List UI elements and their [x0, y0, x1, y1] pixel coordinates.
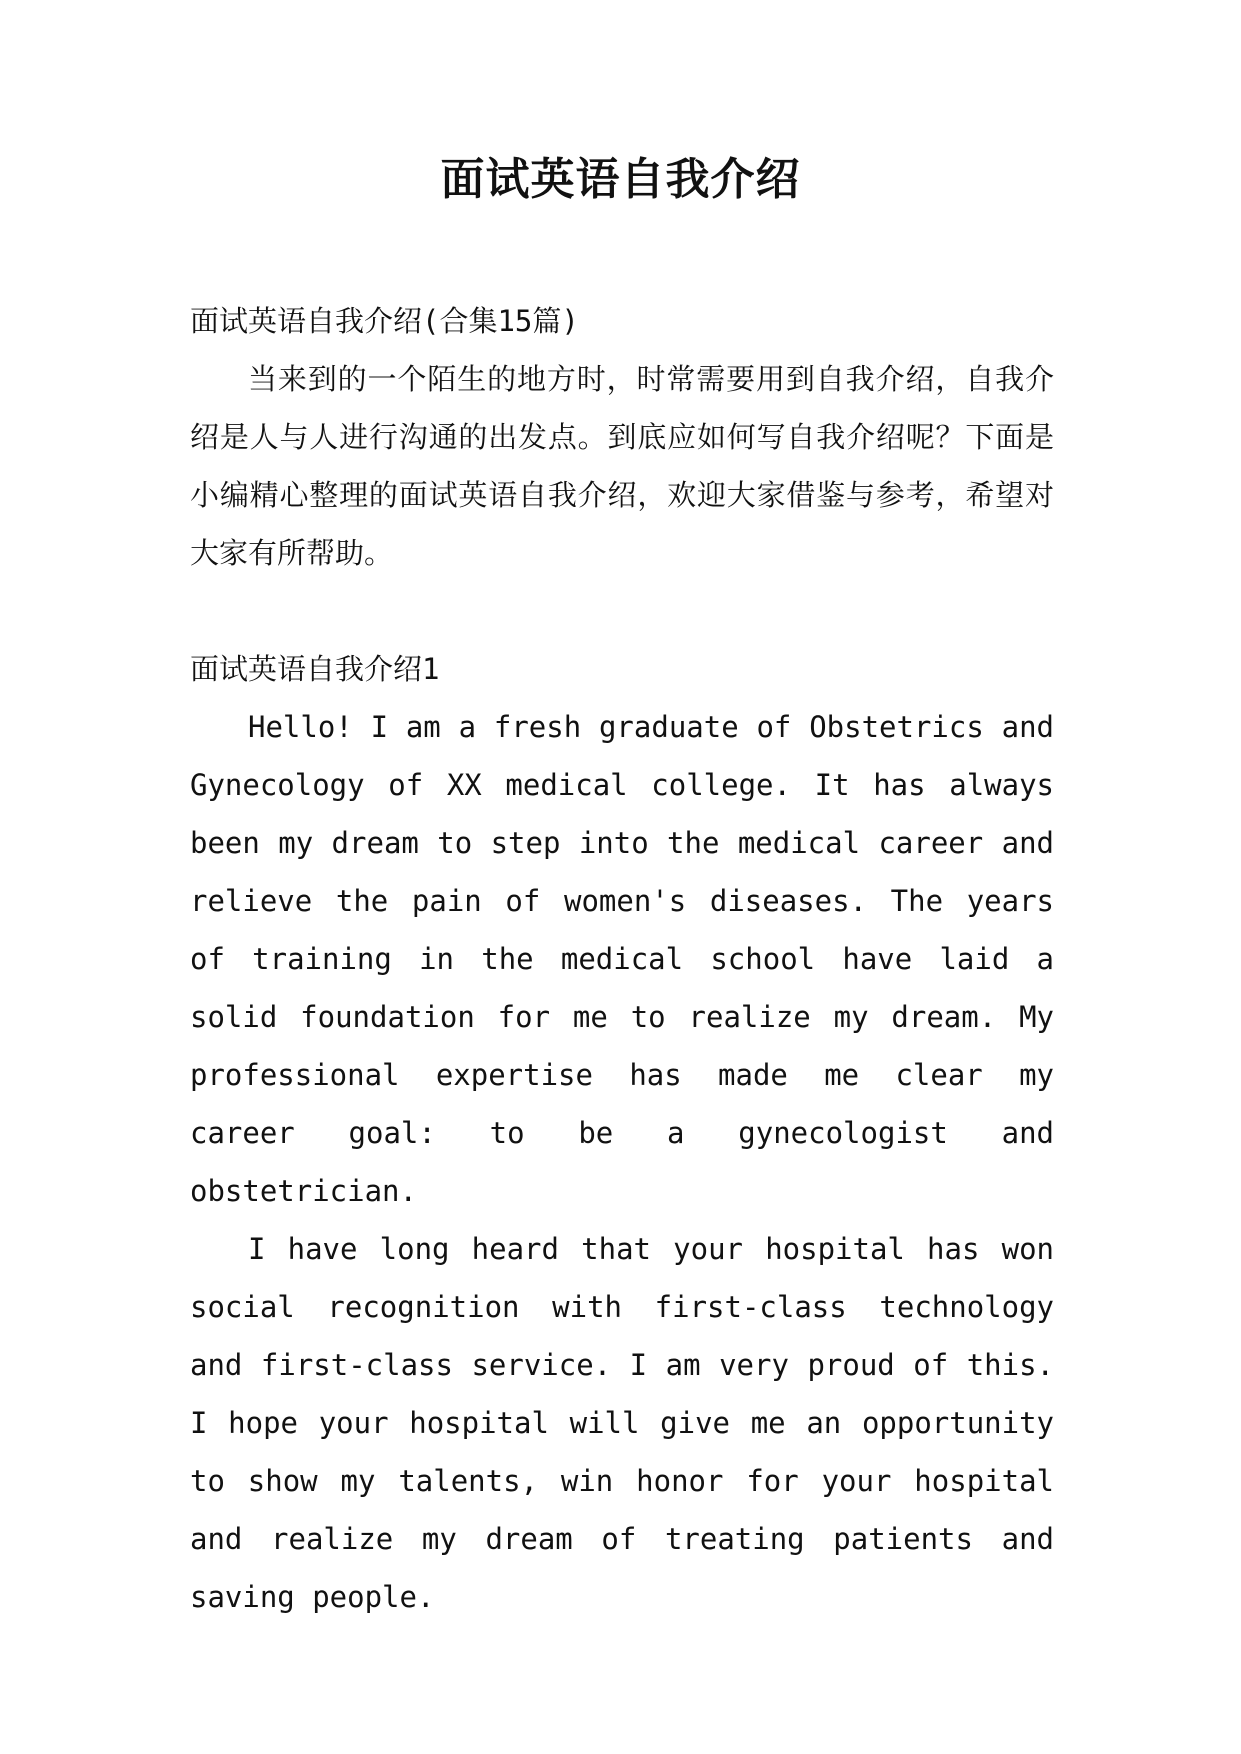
- english-paragraph-2: I have long heard that your hospital has won social recognition with first-class technology and first-class service. I am very proud of this. I hope your hospital will give me an opportunity to show my talents, win honor for your hospital and realize my dream of treating patients and saving people.: [190, 1232, 1054, 1614]
- intro-paragraph: 当来到的一个陌生的地方时，时常需要用到自我介绍，自我介绍是人与人进行沟通的出发点。到底应如何写自我介绍呢？下面是小编精心整理的面试英语自我介绍，欢迎大家借鉴与参考，希望对大家有所帮助。: [190, 362, 1054, 570]
- document-title: 面试英语自我介绍: [440, 154, 801, 205]
- collection-subtitle: 面试英语自我介绍(合集15篇): [190, 304, 579, 338]
- english-paragraph-1: Hello! I am a fresh graduate of Obstetrics and Gynecology of XX medical college. It has always been my dream to step into the medical career and relieve the pain of women's diseases. The years of training in the medical school have laid a solid foundation for me to realize my dream. My professional expertise has made me clear my career goal: to be a gynecologist and obstetrician.: [190, 710, 1054, 1208]
- document-body: [190, 292, 1054, 1626]
- section-heading: 面试英语自我介绍1: [190, 652, 440, 686]
